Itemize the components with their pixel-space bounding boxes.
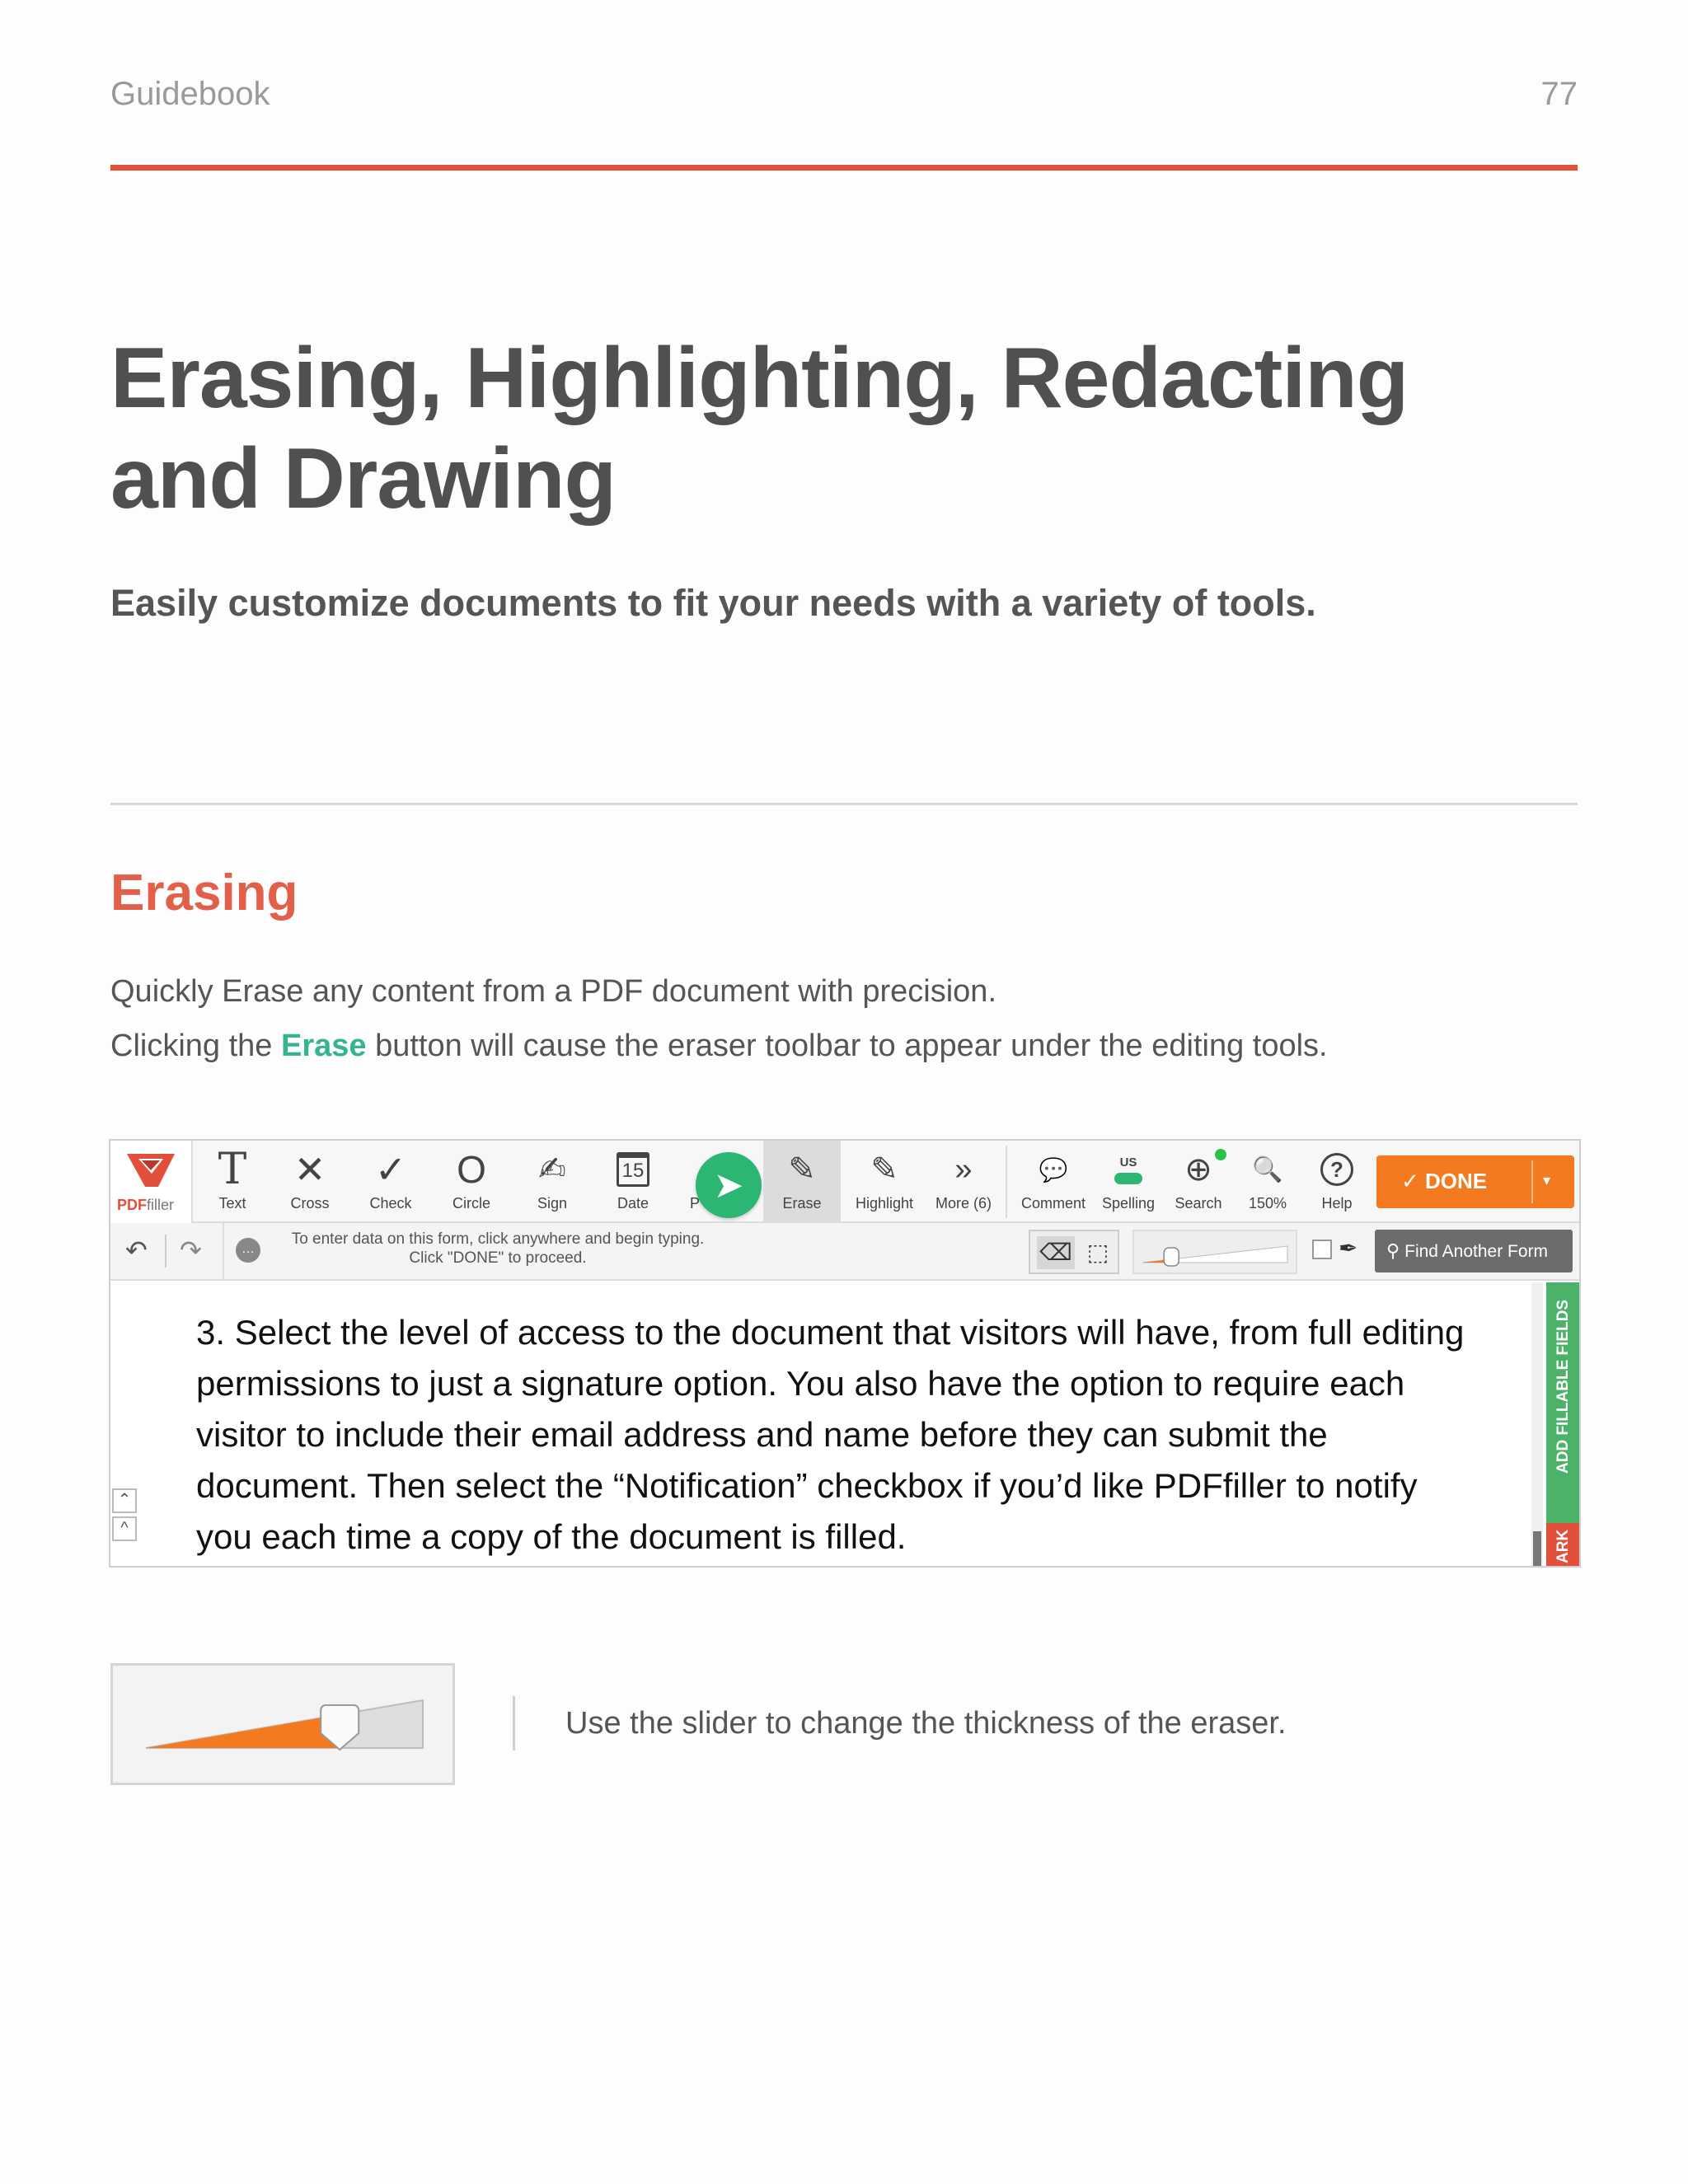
hint-line-1: To enter data on this form, click anywhere and begin typing. [291, 1230, 705, 1248]
help-icon [1304, 1149, 1370, 1190]
eraser-slider-illustration [110, 1663, 455, 1785]
done-button[interactable] [1376, 1155, 1574, 1208]
paragraph-text-after: button will cause the eraser toolbar to appear under the editing tools. [366, 1029, 1328, 1063]
done-separator [1531, 1160, 1533, 1203]
play-arrow-icon: ➤ [696, 1152, 762, 1218]
circle-icon: O [457, 1148, 486, 1191]
tool-date[interactable] [602, 1141, 664, 1221]
help-question-mark: ? [1320, 1153, 1353, 1186]
tool-zoom[interactable] [1235, 1141, 1301, 1221]
logo-text-pdf: PDF [117, 1197, 147, 1213]
tool-spelling[interactable] [1095, 1141, 1162, 1221]
tool-help[interactable] [1304, 1141, 1370, 1221]
zoom-icon: 🔍 [1252, 1155, 1283, 1183]
calendar-icon [602, 1149, 664, 1190]
section-title-erasing: Erasing [110, 865, 298, 921]
scrollbar-thumb[interactable] [1533, 1531, 1541, 1568]
section-divider [110, 803, 1578, 805]
prev-page-icon[interactable]: ^ [112, 1516, 137, 1541]
tool-check[interactable] [359, 1141, 422, 1221]
eraser-thickness-slider[interactable] [1132, 1230, 1297, 1274]
eraser-icon: ✎ [788, 1151, 816, 1188]
slider-track [1134, 1231, 1296, 1272]
done-button-label: DONE [1425, 1169, 1488, 1193]
highlighter-icon: ✎ [870, 1151, 898, 1188]
paragraph-text-before: Clicking the [110, 1029, 281, 1063]
page-subtitle: Easily customize documents to fit your needs with a variety of tools. [110, 582, 1316, 624]
done-button-content [1401, 1169, 1487, 1194]
signature-pen-icon: ✍ [538, 1151, 566, 1188]
page-nav [110, 1488, 140, 1568]
redo-icon[interactable]: ↷ [180, 1235, 202, 1265]
find-another-form-label: Find Another Form [1404, 1242, 1549, 1261]
done-check-icon: ✓ [1401, 1169, 1419, 1193]
tool-help-label: Help [1321, 1195, 1353, 1212]
text-tool-icon: T [218, 1145, 247, 1194]
tool-spelling-label: Spelling [1101, 1195, 1156, 1212]
tool-erase[interactable] [763, 1141, 841, 1221]
scrollbar[interactable] [1531, 1282, 1543, 1568]
editor-screenshot [109, 1139, 1581, 1568]
tool-erase-label: Erase [782, 1195, 822, 1212]
page-title: Erasing, Highlighting, Redacting and Drawing [110, 330, 1409, 527]
tool-text-label: Text [218, 1195, 246, 1212]
paragraph-erase-button [110, 1029, 1328, 1064]
check-icon: ✓ [374, 1148, 407, 1191]
tool-highlight[interactable] [844, 1141, 925, 1221]
eyedropper-icon[interactable]: ✒ [1339, 1235, 1358, 1261]
tool-cross-label: Cross [290, 1195, 330, 1212]
hint-line-2: Click "DONE" to proceed. [409, 1249, 587, 1267]
erase-highlight-text: Erase [280, 1029, 367, 1063]
undo-redo-separator [165, 1235, 166, 1268]
eraser-brush-icon[interactable]: ⌫ [1037, 1236, 1075, 1269]
chat-bubble-icon: … [236, 1238, 260, 1263]
slider-caption: Use the slider to change the thickness of the eraser. [565, 1706, 1287, 1741]
slider-thumb[interactable] [1164, 1248, 1179, 1266]
add-fillable-fields-label: ADD FILLABLE FIELDS [1554, 1299, 1572, 1474]
tool-more[interactable] [926, 1141, 1001, 1221]
pdffiller-logo-icon [127, 1152, 175, 1188]
paragraph-erase-intro: Quickly Erase any content from a PDF document with precision. [110, 974, 997, 1009]
watermark-tab[interactable] [1546, 1523, 1581, 1568]
logo-text [117, 1197, 174, 1214]
undo-icon[interactable]: ↶ [125, 1235, 148, 1265]
spelling-toggle-icon [1095, 1149, 1162, 1190]
eraser-area-icon[interactable]: ⬚ [1086, 1240, 1109, 1265]
tool-search-label: Search [1175, 1195, 1222, 1212]
logo-text-filler: filler [147, 1197, 175, 1213]
tool-circle[interactable] [440, 1141, 503, 1221]
toolbar-separator [1006, 1146, 1007, 1218]
tool-comment[interactable] [1014, 1141, 1093, 1221]
editor-hint [275, 1230, 720, 1268]
tool-check-label: Check [369, 1195, 412, 1212]
eraser-mode-group [1029, 1230, 1119, 1274]
tool-partial-label: P [689, 1195, 700, 1212]
first-page-icon[interactable]: ⌃ [112, 1488, 137, 1513]
tool-cross[interactable] [279, 1141, 341, 1221]
tool-sign[interactable] [521, 1141, 584, 1221]
header-guidebook: Guidebook [110, 76, 270, 112]
done-dropdown-caret-icon[interactable]: ▾ [1543, 1172, 1551, 1188]
header-rule [110, 165, 1578, 171]
tool-text[interactable] [201, 1141, 264, 1221]
tool-zoom-label: 150% [1248, 1195, 1287, 1212]
tool-comment-label: Comment [1020, 1195, 1086, 1212]
document-area[interactable] [110, 1282, 1579, 1568]
caption-divider [513, 1696, 515, 1750]
search-icon: ⊕ [1184, 1151, 1212, 1188]
tool-more-label: More (6) [935, 1195, 992, 1212]
calendar-date-number: 15 [617, 1152, 650, 1187]
document-text: 3. Select the level of access to the document that visitors will have, from full editing permissions to just a signature option. You also have the option to require each visitor to include their email address and name before they can submit the document. Then select the “Notification” checkbox if you’d like PDFfiller to notify you each time a copy of the document is filled. [196, 1313, 1465, 1556]
find-another-form-button[interactable] [1375, 1230, 1573, 1272]
tool-sign-label: Sign [537, 1195, 568, 1212]
add-fillable-fields-tab[interactable] [1546, 1282, 1581, 1523]
search-icon: ⚲ [1386, 1240, 1400, 1261]
tool-circle-label: Circle [452, 1195, 490, 1212]
tool-date-label: Date [617, 1195, 649, 1212]
status-dot-icon [1215, 1149, 1226, 1160]
double-chevron-right-icon: » [954, 1151, 973, 1187]
comment-icon: 💬 [1039, 1156, 1068, 1183]
editor-main-toolbar [110, 1141, 1579, 1223]
spelling-lang: US [1119, 1155, 1137, 1169]
slider-illustration-svg [113, 1666, 452, 1783]
checkbox[interactable] [1312, 1240, 1332, 1259]
spelling-toggle [1114, 1173, 1142, 1184]
watermark-tab-label: ARK [1554, 1529, 1572, 1563]
toolbar-divider [223, 1223, 224, 1281]
page-number: 77 [1540, 76, 1578, 112]
editor-secondary-toolbar [110, 1223, 1579, 1281]
tool-highlight-label: Highlight [855, 1195, 914, 1212]
cross-icon: ✕ [293, 1148, 326, 1191]
pdffiller-logo[interactable] [110, 1141, 193, 1223]
